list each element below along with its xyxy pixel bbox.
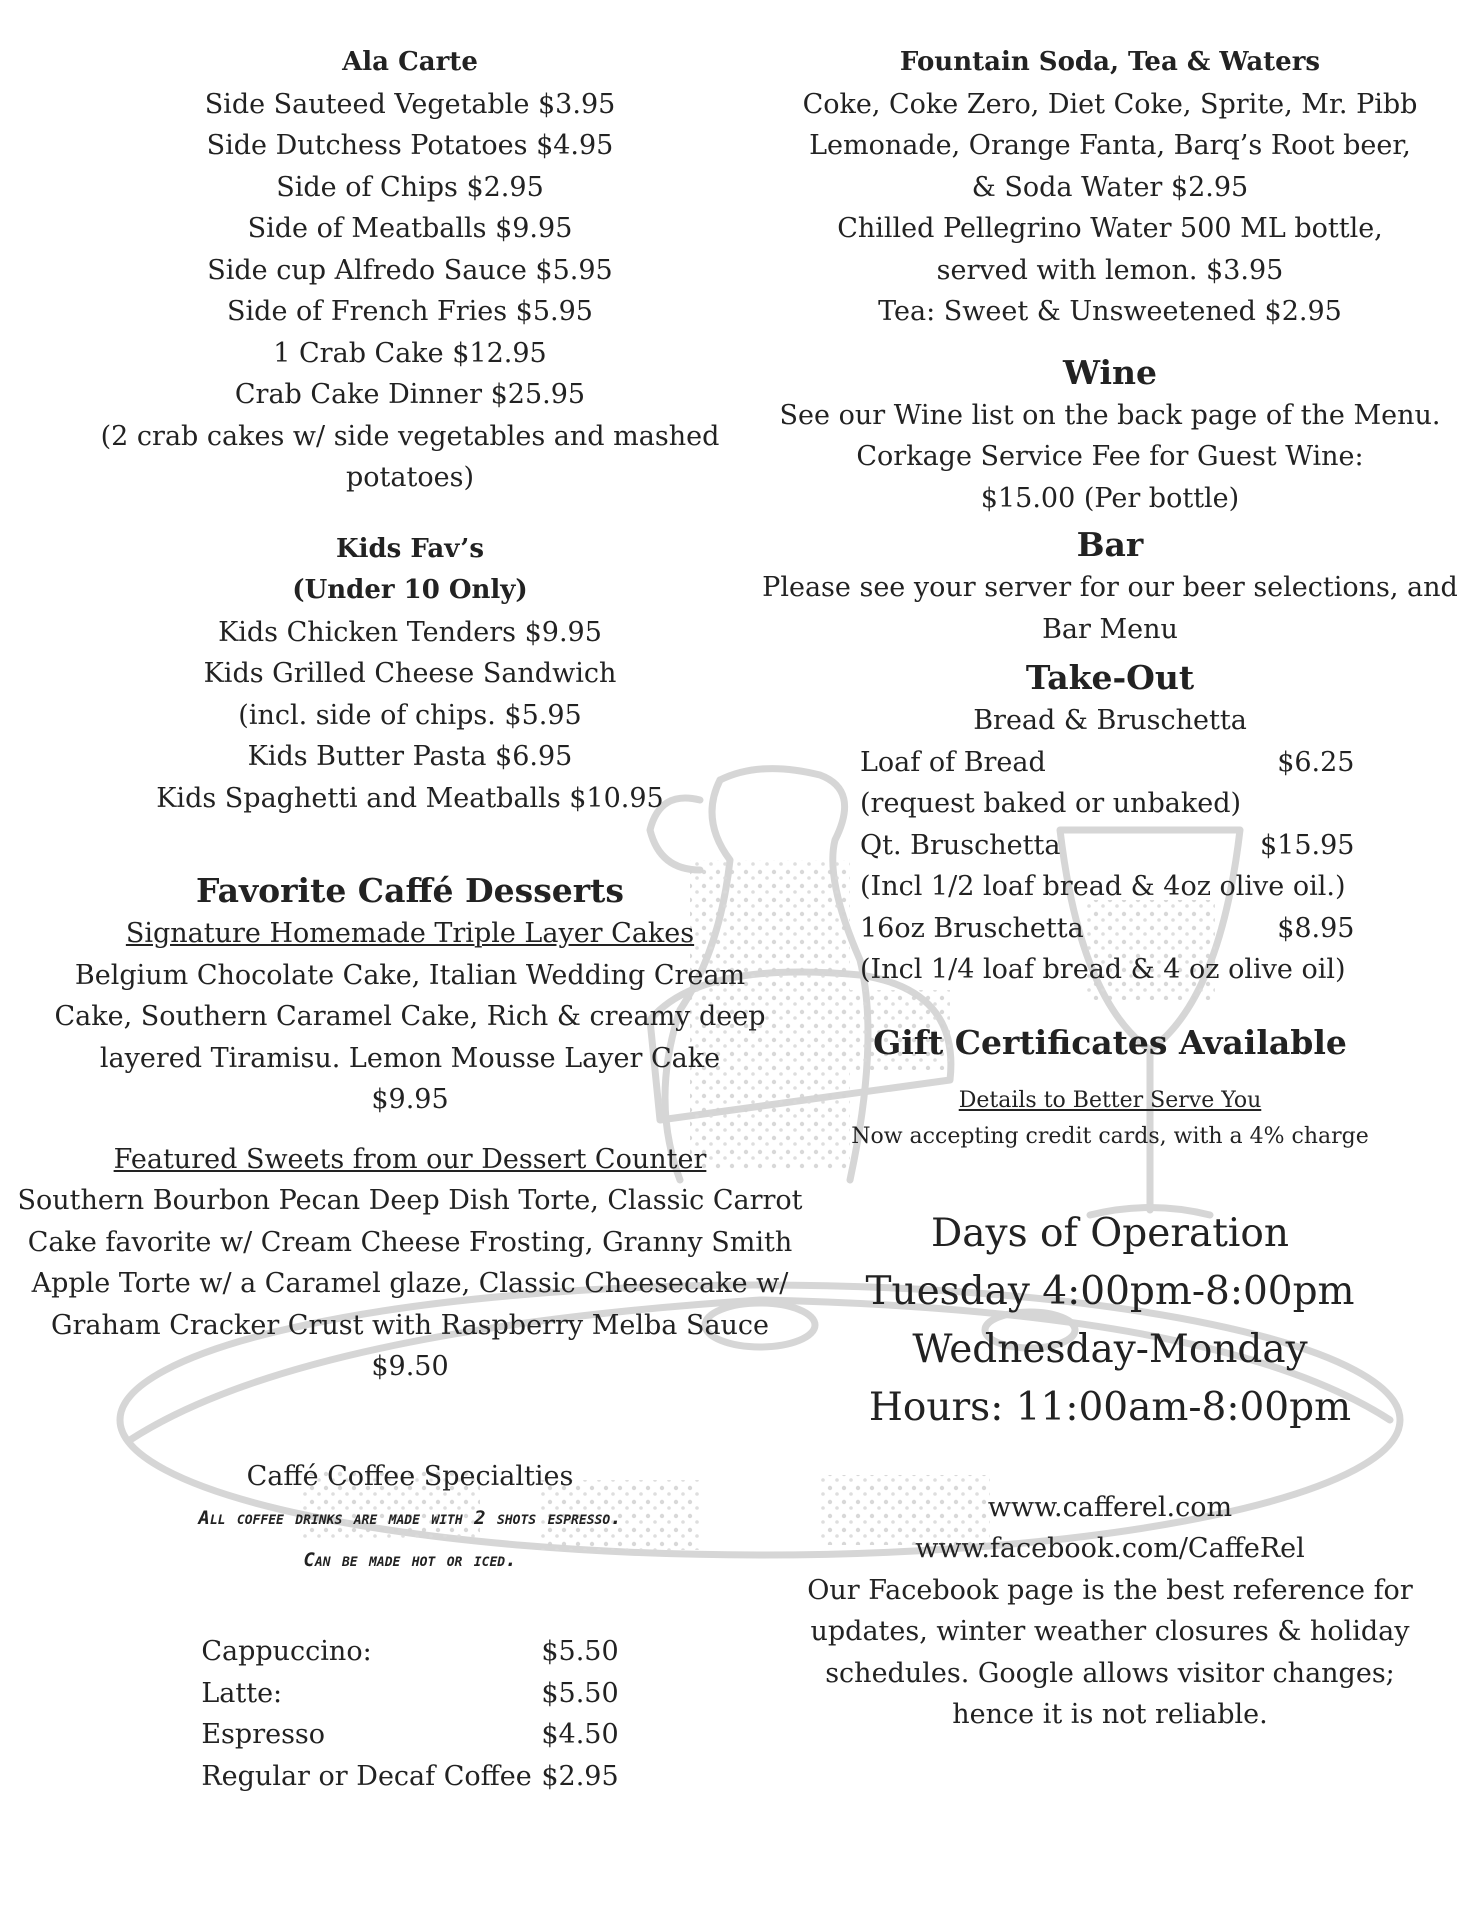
menu-item: (incl. side of chips. $5.95 <box>238 699 582 731</box>
menu-item: Side of French Fries $5.95 <box>227 296 593 327</box>
dessert-text: Cake, Southern Caramel Cake, Rich & creamy deep <box>54 1001 766 1032</box>
takeout-row <box>860 949 1354 991</box>
menu-item: Side cup Alfredo Sauce $5.95 <box>207 254 613 286</box>
coffee-price: $2.95 <box>541 1760 619 1792</box>
takeout-row <box>860 908 1354 950</box>
details-subheading: Details to Better Serve You <box>958 1087 1262 1113</box>
drink-text: Tea: Sweet & Unsweetened $2.95 <box>878 296 1342 327</box>
wine-text: $15.00 (Per bottle) <box>980 482 1240 514</box>
takeout-price: $6.25 <box>1277 746 1355 778</box>
takeout-note: (Incl 1/4 loaf bread & 4 oz olive oil) <box>860 954 1346 985</box>
bar-text: Bar Menu <box>1042 613 1178 645</box>
coffee-name: Regular or Decaf Coffee <box>201 1760 532 1792</box>
fountain-heading: Fountain Soda, Tea & Waters <box>899 47 1321 77</box>
takeout-item: 16oz Bruschetta <box>860 912 1084 944</box>
menu-item: 1 Crab Cake $12.95 <box>273 337 547 369</box>
coffee-row <box>201 1631 618 1673</box>
takeout-subheading: Bread & Bruschetta <box>973 705 1247 736</box>
operation-hours: Wednesday-Monday <box>912 1326 1308 1372</box>
gift-section <box>745 1021 1475 1065</box>
website-link[interactable]: www.cafferel.com <box>987 1491 1233 1523</box>
coffee-section <box>10 1456 810 1798</box>
coffee-name: Latte: <box>201 1677 283 1709</box>
menu-item: Side Sauteed Vegetable $3.95 <box>204 88 616 120</box>
coffee-price: $5.50 <box>541 1677 619 1709</box>
drink-text: Coke, Coke Zero, Diet Coke, Sprite, Mr. Pibb <box>802 88 1418 120</box>
drink-text: Lemonade, Orange Fanta, Barq’s Root beer, <box>809 130 1411 161</box>
wine-heading: Wine <box>1062 352 1157 392</box>
menu-item-note: potatoes) <box>346 462 474 493</box>
dessert-price: $9.95 <box>371 1084 449 1115</box>
wine-text: Corkage Service Fee for Guest Wine: <box>856 441 1364 472</box>
wine-text: See our Wine list on the back page of the Menu. <box>779 399 1441 431</box>
coffee-price-list <box>201 1631 618 1797</box>
coffee-row <box>201 1714 618 1756</box>
coffee-row <box>201 1756 618 1798</box>
takeout-note: (Incl 1/2 loaf bread & 4oz olive oil.) <box>860 871 1346 902</box>
links-note: updates, winter weather closures & holiday <box>810 1616 1410 1647</box>
operation-hours: Hours: 11:00am-8:00pm <box>868 1384 1352 1430</box>
gift-heading: Gift Certificates Available <box>873 1022 1347 1062</box>
coffee-note: All coffee drinks are made with 2 shots espresso. <box>198 1507 622 1529</box>
coffee-note: Can be made hot or iced. <box>303 1549 517 1571</box>
coffee-name: Espresso <box>201 1719 326 1750</box>
takeout-note: (request baked or unbaked) <box>860 788 1242 819</box>
sweets-subheading: Featured Sweets from our Dessert Counter <box>113 1143 707 1175</box>
links-section <box>745 1487 1475 1736</box>
takeout-price: $15.95 <box>1260 829 1355 861</box>
coffee-row <box>201 1673 618 1715</box>
coffee-price: $4.50 <box>541 1719 619 1750</box>
drink-text: served with lemon. $3.95 <box>936 254 1284 286</box>
takeout-price-list <box>860 742 1354 991</box>
links-note: hence it is not reliable. <box>952 1699 1268 1730</box>
kids-section <box>10 529 810 820</box>
menu-item: Kids Spaghetti and Meatballs $10.95 <box>156 782 664 814</box>
left-column <box>10 42 810 1797</box>
wine-section <box>745 351 1475 520</box>
desserts-heading: Favorite Caffé Desserts <box>195 871 625 910</box>
kids-heading: Kids Fav’s <box>336 533 484 564</box>
bar-section <box>745 523 1475 650</box>
takeout-row <box>860 783 1354 825</box>
operation-heading: Days of Operation <box>931 1210 1289 1256</box>
right-column <box>745 42 1475 1736</box>
takeout-row <box>860 866 1354 908</box>
dessert-text: layered Tiramisu. Lemon Mousse Layer Cake <box>99 1042 721 1074</box>
coffee-heading: Caffé Coffee Specialties <box>246 1460 574 1492</box>
takeout-row <box>860 825 1354 867</box>
menu-item: Kids Grilled Cheese Sandwich <box>203 658 617 689</box>
bar-text: Please see your server for our beer selections, and <box>762 572 1458 603</box>
takeout-row <box>860 742 1354 784</box>
takeout-section <box>745 656 1475 991</box>
takeout-item: Qt. Bruschetta <box>860 829 1061 861</box>
menu-item: Crab Cake Dinner $25.95 <box>234 379 586 410</box>
takeout-price: $8.95 <box>1277 912 1355 944</box>
menu-item: Side of Meatballs $9.95 <box>247 213 573 244</box>
desserts-section <box>10 869 810 1388</box>
menu-item: Side of Chips $2.95 <box>276 171 544 203</box>
menu-item: Kids Chicken Tenders $9.95 <box>218 616 602 648</box>
details-section <box>745 1083 1475 1155</box>
drink-text: & Soda Water $2.95 <box>971 171 1249 203</box>
dessert-text: Belgium Chocolate Cake, Italian Wedding Cream <box>74 959 746 991</box>
dessert-text: Apple Torte w/ a Caramel glaze, Classic Cheesecake w/ <box>31 1268 789 1299</box>
drink-text: Chilled Pellegrino Water 500 ML bottle, <box>837 213 1383 244</box>
fountain-section <box>745 42 1475 333</box>
dessert-text: Graham Cracker Crust with Raspberry Melba Sauce <box>50 1309 770 1341</box>
coffee-name: Cappuccino: <box>201 1636 372 1667</box>
links-note: Our Facebook page is the best reference for <box>807 1574 1413 1606</box>
details-text: Now accepting credit cards, with a 4% charge <box>851 1123 1369 1149</box>
takeout-item: Loaf of Bread <box>860 746 1046 778</box>
dessert-text: Southern Bourbon Pecan Deep Dish Torte, Classic Carrot <box>17 1185 803 1216</box>
links-note: schedules. Google allows visitor changes; <box>825 1657 1395 1689</box>
coffee-price: $5.50 <box>541 1636 619 1667</box>
ala-carte-heading: Ala Carte <box>342 47 478 77</box>
cakes-subheading: Signature Homemade Triple Layer Cakes <box>125 918 695 949</box>
facebook-link[interactable]: www.facebook.com/CaffeRel <box>915 1533 1305 1564</box>
operation-section <box>745 1205 1475 1437</box>
kids-subheading: (Under 10 Only) <box>292 575 528 605</box>
menu-item-note: (2 crab cakes w/ side vegetables and mashed <box>100 420 720 452</box>
menu-item: Kids Butter Pasta $6.95 <box>247 741 573 772</box>
ala-carte-section <box>10 42 810 499</box>
takeout-heading: Take-Out <box>1025 658 1195 697</box>
operation-hours: Tuesday 4:00pm-8:00pm <box>865 1268 1355 1314</box>
bar-heading: Bar <box>1076 525 1144 564</box>
dessert-price: $9.50 <box>371 1351 449 1382</box>
menu-item: Side Dutchess Potatoes $4.95 <box>206 130 614 161</box>
dessert-text: Cake favorite w/ Cream Cheese Frosting, Granny Smith <box>27 1226 793 1258</box>
